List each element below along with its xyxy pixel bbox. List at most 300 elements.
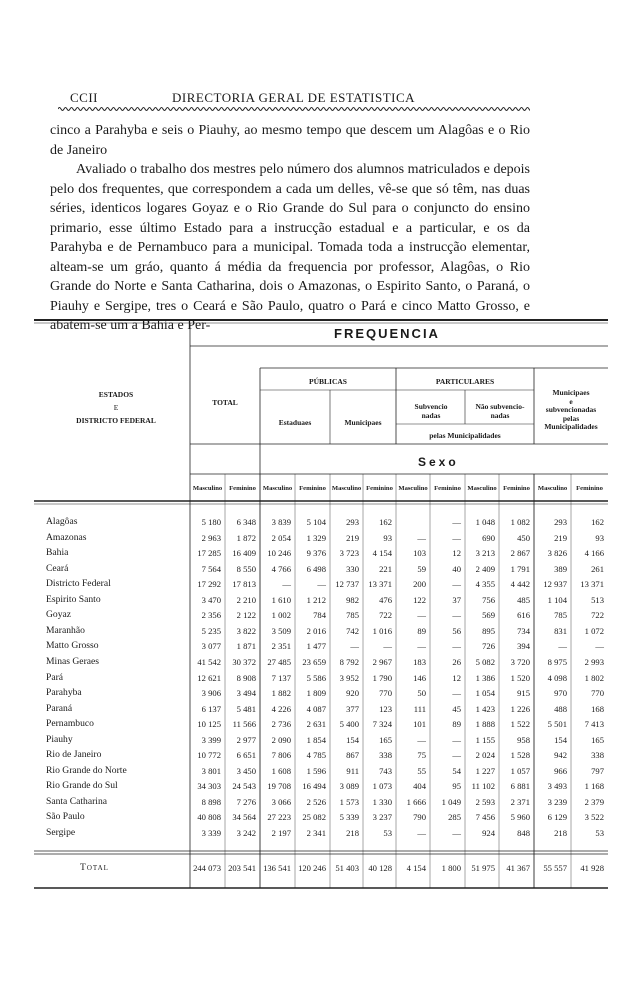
mun-subv-line-3: subvencionadas (545, 405, 597, 414)
table-cell: 30 372 (232, 656, 256, 667)
table-cell: 56 (452, 625, 461, 636)
table-cell: 75 (417, 750, 426, 761)
table-cell: 485 (517, 594, 530, 605)
table-cell: 784 (313, 610, 326, 621)
table-cell: 183 (413, 656, 426, 667)
publicas-header: PÚBLICAS (309, 377, 347, 386)
table-cell: 2 967 (372, 656, 392, 667)
table-cell: 13 371 (580, 579, 604, 590)
table-cell: 53 (595, 828, 604, 838)
total-cell: 40 128 (368, 863, 392, 873)
table-cell: 389 (554, 563, 567, 574)
table-cell: — (282, 579, 291, 590)
table-cell: 1 809 (306, 688, 326, 699)
stub-header (64, 390, 168, 425)
table-cell: 5 180 (201, 517, 221, 527)
table-cell: — (452, 734, 461, 745)
table-cell: 219 (554, 532, 567, 543)
table-cell: 6 651 (236, 750, 256, 761)
mun-subv-line-4: pelas (562, 413, 580, 423)
table-cell: 93 (383, 532, 392, 543)
table-cell: — (452, 688, 461, 699)
table-cell: — (452, 828, 461, 838)
stub-header-line-1: ESTADOS (98, 390, 134, 399)
table-cell: 1 155 (475, 734, 495, 745)
table-cell: 1 082 (510, 517, 530, 527)
table-cell: 770 (591, 688, 604, 699)
stub-header-line-3: DISTRICTO FEDERAL (76, 416, 156, 425)
table-cell: 2 736 (271, 719, 291, 730)
sex-label-masculino: Masculino (537, 485, 568, 492)
table-cell: 89 (452, 719, 461, 730)
table-cell: 218 (346, 828, 359, 838)
municipaes-subv-header (534, 389, 608, 432)
table-cell: 8 792 (339, 656, 359, 667)
particulares-header: PARTICULARES (435, 377, 495, 386)
table-cell: 3 399 (201, 734, 221, 745)
stub-header-line-2: E (113, 403, 119, 412)
table-cell: 3 494 (236, 688, 256, 699)
table-cell: 23 659 (302, 656, 326, 667)
table-cell: 165 (591, 734, 604, 745)
table-cell: 569 (482, 610, 495, 621)
table-cell: 2 379 (584, 796, 604, 807)
table-cell: 10 125 (197, 719, 221, 730)
state-name: Rio Grande do Sul (46, 780, 118, 792)
table-cell: 1 573 (339, 796, 359, 807)
state-name: Paraná (46, 702, 73, 714)
table-cell: 5 400 (339, 719, 359, 730)
table-cell: 2 210 (236, 594, 256, 605)
table-cell: 9 376 (306, 548, 326, 559)
table-cell: 10 246 (267, 548, 291, 559)
table-cell: 285 (448, 812, 461, 823)
table-cell: 5 104 (306, 517, 326, 527)
table-cell: 17 292 (197, 579, 221, 590)
table-cell: 831 (554, 625, 567, 636)
frequencia-table (34, 318, 608, 890)
table-cell: 53 (383, 828, 392, 838)
table-cell: 2 090 (271, 734, 291, 745)
state-name: Districto Federal (46, 578, 111, 590)
table-cell: 11 102 (471, 781, 495, 792)
table-cell: 982 (346, 594, 359, 605)
table-cell: 4 766 (271, 563, 291, 574)
table-cell: — (317, 579, 326, 590)
sex-label-feminino: Feminino (576, 485, 603, 492)
table-cell: 1 528 (510, 750, 530, 761)
table-cell: 13 371 (368, 579, 392, 590)
state-name: Minas Geraes (46, 655, 100, 667)
table-cell: 722 (379, 610, 392, 621)
state-name: São Paulo (46, 811, 85, 823)
sex-label-feminino: Feminino (503, 485, 530, 492)
table-cell: 17 285 (197, 548, 221, 559)
total-cell: 51 403 (335, 863, 359, 873)
estaduaes-header: Estaduaes (278, 418, 312, 427)
body-text (50, 121, 530, 336)
table-cell: 7 413 (584, 719, 604, 730)
total-row-label: Total (80, 862, 109, 873)
table-cell: 790 (413, 812, 426, 823)
table-cell: 616 (517, 610, 530, 621)
sex-label-feminino: Feminino (366, 485, 393, 492)
paragraph-2: Avaliado o trabalho dos mestres pelo número dos alumnos matriculados e depois pelo dos frequentes, que correspondem a cada um delles, vê-se que só têm, nas duas séries, identicos logares Goyaz e o Rio Grande do Sul para o conjuncto do ensino primario, esse último Estado para a instrucção estadual e a particular, e os da Parahyba e de Pernambuco para a municipal. Tomada toda a instrucção elementar, alteam-se um gráo, quanto á média da frequencia por professor, Alagôas, o Rio Grande do Norte e Santa Catharina, dois o Amazonas, o Espirito Santo, o Paraná, o Piauhy e Sergipe, tres o Ceará e São Paulo, quatro o Pará e cinco Matto Grosso, e abatem-se um a Bahia e Per- (50, 162, 530, 333)
table-cell: 338 (591, 750, 604, 761)
total-cell: 120 246 (298, 863, 326, 873)
table-cell: — (452, 517, 461, 527)
table-cell: 2 867 (510, 548, 530, 559)
state-name: Pernambuco (46, 718, 94, 730)
table-cell: 101 (413, 719, 426, 730)
table-cell: 1 049 (441, 796, 461, 807)
table-cell: 726 (482, 641, 495, 652)
table-cell: 17 813 (232, 579, 256, 590)
table-cell: 4 785 (306, 750, 326, 761)
table-cell: 103 (413, 548, 426, 559)
state-name: Sergipe (46, 827, 76, 838)
table-cell: 2 356 (201, 610, 221, 621)
total-cell: 51 975 (471, 863, 495, 873)
table-cell: — (417, 610, 426, 621)
table-cell: 154 (346, 734, 359, 745)
table-cell: 895 (482, 625, 495, 636)
table-cell: 3 066 (271, 796, 291, 807)
table-cell: 37 (452, 594, 461, 605)
table-cell: 1 522 (510, 719, 530, 730)
table-cell: 476 (379, 594, 392, 605)
table-cell: 123 (379, 703, 392, 714)
table-cell: 219 (346, 532, 359, 543)
table-cell: 6 498 (306, 563, 326, 574)
table-cell: 1 168 (584, 781, 604, 792)
total-cell: 55 557 (543, 863, 567, 873)
table-cell: 338 (379, 750, 392, 761)
table-cell: 1 423 (475, 703, 495, 714)
running-title: DIRECTORIA GERAL DE ESTATISTICA (172, 90, 416, 105)
table-cell: 12 937 (543, 579, 567, 590)
table-cell: 3 720 (510, 656, 530, 667)
table-cell: 34 303 (197, 781, 221, 792)
table-cell: 330 (346, 563, 359, 574)
total-cell: 244 073 (193, 863, 221, 873)
state-name: Amazonas (46, 531, 87, 543)
table-cell: 797 (591, 765, 604, 776)
table-cell: — (452, 610, 461, 621)
table-cell: 3 906 (201, 688, 221, 699)
table-cell: 2 993 (584, 656, 604, 667)
table-cell: 93 (595, 532, 604, 543)
table-cell: 2 016 (306, 625, 326, 636)
table-cell: 3 077 (201, 641, 221, 652)
table-cell: 3 509 (271, 625, 291, 636)
table-cell: 3 213 (475, 548, 495, 559)
table-cell: 50 (417, 688, 426, 699)
table-cell: 111 (413, 703, 426, 714)
table-cell: 1 520 (510, 672, 530, 683)
table-cell: 27 485 (267, 656, 291, 667)
table-cell: 513 (591, 594, 604, 605)
table-cell: 16 409 (232, 548, 256, 559)
table-cell: — (417, 641, 426, 652)
table-cell: 867 (346, 750, 359, 761)
state-name: Santa Catharina (46, 795, 108, 807)
table-cell: 1 072 (584, 625, 604, 636)
table-cell: 734 (517, 625, 530, 636)
table-cell: 1 329 (306, 532, 326, 543)
table-cell: 742 (346, 625, 359, 636)
table-cell: 24 543 (232, 781, 256, 792)
mun-subv-line-1: Municipaes (552, 388, 590, 397)
table-cell: 27 223 (267, 812, 291, 823)
table-cell: 3 723 (339, 548, 359, 559)
table-cell: — (417, 828, 426, 838)
table-cell: 40 (452, 563, 461, 574)
municipaes-header: Municipaes (344, 418, 382, 427)
table-cell: 2 351 (271, 641, 291, 652)
table-cell: 966 (554, 765, 567, 776)
subvencionadas-header: Subvencio nadas (414, 402, 448, 420)
table-cell: 1 073 (372, 781, 392, 792)
table-cell: 54 (452, 765, 461, 776)
table-cell: 6 348 (236, 517, 256, 527)
table-cell: 5 339 (339, 812, 359, 823)
table-cell: 3 839 (271, 517, 291, 527)
table-cell: 12 621 (197, 672, 221, 683)
table-cell: — (452, 750, 461, 761)
table-cell: 1 002 (271, 610, 291, 621)
frequencia-title: FREQUENCIA (334, 326, 440, 341)
table-cell: 3 089 (339, 781, 359, 792)
table-cell: — (452, 532, 461, 543)
nao-subvencionadas-header: Não subvencio- nadas (475, 402, 525, 420)
table-cell: 1 386 (475, 672, 495, 683)
table-cell: 3 826 (547, 548, 567, 559)
table-cell: 5 082 (475, 656, 495, 667)
table-cell: 7 324 (372, 719, 392, 730)
page-number: CCII (70, 90, 98, 105)
sex-label-feminino: Feminino (229, 485, 256, 492)
table-cell: 221 (379, 563, 392, 574)
table-cell: 1 104 (547, 594, 567, 605)
table-cell: 146 (413, 672, 426, 683)
table-cell: — (383, 641, 392, 652)
table-cell: 785 (346, 610, 359, 621)
total-header: TOTAL (212, 398, 238, 407)
table-cell: 1 666 (406, 796, 426, 807)
table-cell: 12 737 (335, 579, 359, 590)
table-cell: 7 456 (475, 812, 495, 823)
table-cell: 200 (413, 579, 426, 590)
state-name: Bahia (46, 547, 69, 559)
table-cell: 2 371 (510, 796, 530, 807)
state-name: Piauhy (46, 733, 73, 745)
wavy-rule (58, 105, 530, 113)
sex-label-feminino: Feminino (434, 485, 461, 492)
table-cell: 2 197 (271, 828, 291, 838)
table-cell: 162 (591, 517, 604, 527)
table-cell: 3 242 (236, 828, 256, 838)
table-cell: 2 409 (475, 563, 495, 574)
mun-subv-line-5: Municipalidades (544, 422, 598, 431)
table-cell: 162 (379, 517, 392, 527)
table-cell: 488 (554, 703, 567, 714)
table-cell: 7 137 (271, 672, 291, 683)
table-cell: 377 (346, 703, 359, 714)
table-cell: 41 542 (197, 656, 221, 667)
table-cell: 1 872 (236, 532, 256, 543)
table-cell: 11 566 (232, 719, 256, 730)
table-cell: 1 871 (236, 641, 256, 652)
table-cell: 7 806 (271, 750, 291, 761)
table-cell: 1 212 (306, 594, 326, 605)
sex-label-masculino: Masculino (398, 485, 428, 492)
table-cell: 3 822 (236, 625, 256, 636)
table-cell: 12 (452, 672, 461, 683)
table-cell: 2 631 (306, 719, 326, 730)
table-cell: 3 470 (201, 594, 221, 605)
table-cell: 1 608 (271, 765, 291, 776)
state-name: Rio de Janeiro (46, 749, 102, 761)
table-cell: 1 882 (271, 688, 291, 699)
state-name: Ceará (46, 562, 69, 574)
table-cell: 122 (413, 594, 426, 605)
table-cell: 2 526 (306, 796, 326, 807)
table-cell: 394 (517, 641, 530, 652)
table-cell: 911 (346, 765, 359, 776)
table-cell: 2 977 (236, 734, 256, 745)
table-cell: 3 339 (201, 828, 221, 838)
pelas-municipalidades-header: pelas Municipalidades (429, 431, 501, 440)
table-cell: 261 (591, 563, 604, 574)
table-cell: 5 501 (547, 719, 567, 730)
table-cell: 45 (452, 703, 461, 714)
table-cell: 915 (517, 688, 530, 699)
sex-label-feminino: Feminino (299, 485, 326, 492)
table-cell: 6 129 (547, 812, 567, 823)
table-cell: 848 (517, 828, 530, 838)
table-cell: 3 239 (547, 796, 567, 807)
table-cell: 4 226 (271, 703, 291, 714)
table-cell: 293 (346, 517, 359, 527)
table-cell: 6 137 (201, 703, 221, 714)
table-cell: 12 (452, 548, 461, 559)
table-cell: 1 016 (372, 625, 392, 636)
table-cell: — (595, 641, 604, 652)
table-cell: 8 975 (547, 656, 567, 667)
table-cell: 5 586 (306, 672, 326, 683)
table-cell: — (417, 734, 426, 745)
table-cell: 970 (554, 688, 567, 699)
state-name: Goyaz (46, 609, 72, 621)
table-cell: 34 564 (232, 812, 256, 823)
table-cell: 26 (452, 656, 461, 667)
mun-subv-line-2: e (569, 396, 573, 406)
table-cell: 4 166 (584, 548, 604, 559)
table-cell: 958 (517, 734, 530, 745)
table-cell: 7 276 (236, 796, 256, 807)
table-cell: 743 (379, 765, 392, 776)
table-cell: 770 (379, 688, 392, 699)
table-cell: 3 450 (236, 765, 256, 776)
table-cell: 785 (554, 610, 567, 621)
table-cell: 756 (482, 594, 495, 605)
table-cell: 404 (413, 781, 426, 792)
state-name: Matto Grosso (46, 640, 99, 652)
table-cell: 8 908 (236, 672, 256, 683)
table-cell: 4 154 (372, 548, 392, 559)
table-cell: — (417, 532, 426, 543)
table-cell: 2 341 (306, 828, 326, 838)
state-name: Alagôas (46, 516, 78, 527)
paragraph-1: cinco a Parahyba e seis o Piauhy, ao mesmo tempo que descem um Alagôas e o Rio de Janeiro (50, 123, 530, 158)
state-name: Maranhão (46, 624, 85, 636)
table-cell: 19 708 (267, 781, 291, 792)
table-cell: 6 881 (510, 781, 530, 792)
table-cell: 4 442 (510, 579, 530, 590)
table-cell: 1 227 (475, 765, 495, 776)
table-cell: 2 122 (236, 610, 256, 621)
sex-label-masculino: Masculino (467, 485, 497, 492)
table-cell: 1 226 (510, 703, 530, 714)
table-cell: 168 (591, 703, 604, 714)
table-cell: 1 054 (475, 688, 495, 699)
total-cell: 1 800 (441, 863, 461, 873)
table-cell: — (350, 641, 359, 652)
total-cell: 41 928 (580, 863, 604, 873)
table-cell: 3 522 (584, 812, 604, 823)
table-cell: — (452, 641, 461, 652)
table-cell: 4 355 (475, 579, 495, 590)
state-name: Pará (46, 671, 64, 683)
table-cell: 1 330 (372, 796, 392, 807)
state-name: Rio Grande do Norte (46, 764, 127, 776)
table-cell: 3 801 (201, 765, 221, 776)
table-cell: 25 082 (302, 812, 326, 823)
table-cell: 1 048 (475, 517, 495, 527)
table-cell: 1 610 (271, 594, 291, 605)
table-cell: 5 960 (510, 812, 530, 823)
table-cell: 154 (554, 734, 567, 745)
sex-label-masculino: Masculino (331, 485, 362, 492)
sex-label-masculino: Masculino (192, 485, 223, 492)
table-cell: 920 (346, 688, 359, 699)
table-cell: 10 772 (197, 750, 221, 761)
total-cell: 203 541 (228, 863, 256, 873)
table-cell: 1 888 (475, 719, 495, 730)
table-cell: 942 (554, 750, 567, 761)
table-cell: 4 087 (306, 703, 326, 714)
table-cell: 4 098 (547, 672, 567, 683)
table-cell: 722 (591, 610, 604, 621)
table-cell: 1 854 (306, 734, 326, 745)
table-cell: 59 (417, 563, 426, 574)
total-cell: 4 154 (406, 863, 426, 873)
table-cell: 1 791 (510, 563, 530, 574)
total-cell: 136 541 (263, 863, 291, 873)
table-cell: 89 (417, 625, 426, 636)
table-cell: — (558, 641, 567, 652)
table-cell: 2 054 (271, 532, 291, 543)
table-cell: 2 963 (201, 532, 221, 543)
table-cell: 1 477 (306, 641, 326, 652)
state-name: Espirito Santo (46, 593, 101, 605)
total-cell: 41 367 (506, 863, 530, 873)
table-cell: 16 494 (302, 781, 326, 792)
table-cell: 7 564 (201, 563, 221, 574)
table-cell: 1 057 (510, 765, 530, 776)
table-cell: 1 596 (306, 765, 326, 776)
